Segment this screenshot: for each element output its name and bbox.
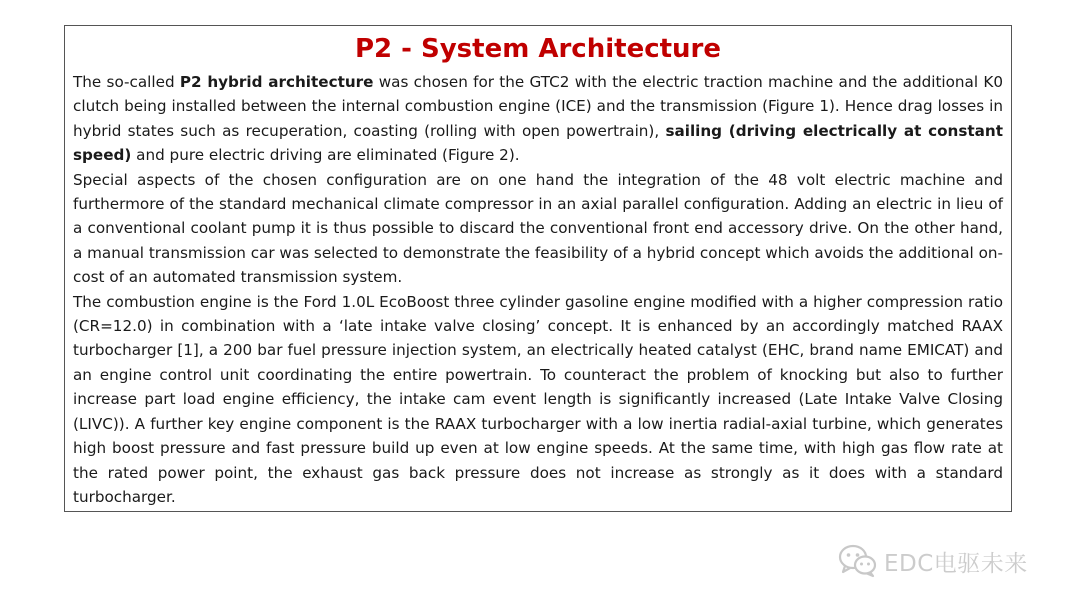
paragraph bbox=[73, 168, 1003, 290]
bold-text: P2 hybrid architecture bbox=[179, 73, 374, 91]
paragraph bbox=[73, 70, 1003, 168]
watermark-text: EDC电驱未来 bbox=[884, 550, 1028, 577]
slide-frame bbox=[64, 25, 1012, 512]
text-run: Special aspects of the chosen configuration are on one hand the integration of the 48 volt electric machine and furthermore of the standard mechanical climate compressor in an axial parallel configuration. Adding an electric in lieu of a conventional coolant pump it is thus possible to discard the conventional front end accessory drive. On the other hand, a manual transmission car was selected to demonstrate the feasibility of a hybrid concept which avoids the additional on-cost of an automated transmission system. bbox=[73, 170, 1003, 287]
text-run: The so-called bbox=[73, 73, 180, 91]
text-run: The combustion engine is the Ford 1.0L EcoBoost three cylinder gasoline engine modified with a higher compression ratio (CR=12.0) in combination with a ‘late intake valve closing’ concept. It is enhanced by an accordingly matched RAAX turbocharger [1], a 200 bar fuel pressure injection system, an electrically heated catalyst (EHC, brand name EMICAT) and an engine control unit coordinating the entire powertrain. To counteract the problem of knocking but also to further increase part load engine efficiency, the intake cam event length is significantly increased (Late Intake Valve Closing (LIVC)). A further key engine component is the RAAX turbocharger with a low inertia radial-axial turbine, which generates high boost pressure and fast pressure build up even at low engine speeds. At the same time, with high gas flow rate at the rated power point, the exhaust gas back pressure does not increase as strongly as it does with a standard turbocharger. bbox=[73, 292, 1003, 506]
bold-text: sailing (driving electrically at constant speed) bbox=[73, 121, 1003, 165]
slide-body bbox=[73, 70, 1003, 509]
watermark bbox=[838, 541, 1028, 581]
text-run: was chosen for the GTC2 with the electric traction machine and the additional K0 clutch being installed between the internal combustion engine (ICE) and the transmission (Figure 1). Hence drag losses in hybrid states such as recuperation, coasting (rolling with open powertrain), bbox=[73, 73, 1003, 140]
slide-title: P2 - System Architecture bbox=[354, 34, 722, 64]
wechat-icon bbox=[838, 544, 878, 578]
paragraph bbox=[73, 290, 1003, 510]
text-run: and pure electric driving are eliminated (Figure 2). bbox=[131, 146, 520, 165]
